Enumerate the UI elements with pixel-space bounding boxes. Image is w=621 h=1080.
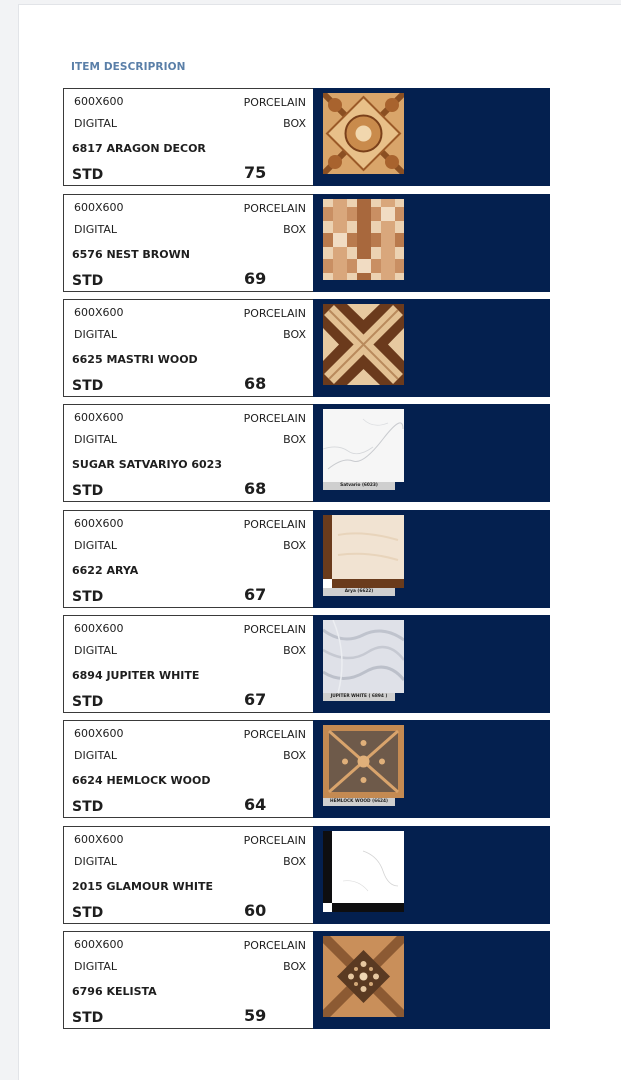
product-info bbox=[63, 931, 314, 1029]
product-grade: STD bbox=[72, 694, 104, 710]
tile-caption: Satvario (6023) bbox=[323, 482, 395, 490]
product-image-panel bbox=[313, 931, 550, 1029]
product-size: 600X600 bbox=[74, 201, 124, 214]
product-quantity: 68 bbox=[244, 479, 267, 498]
product-info bbox=[63, 299, 314, 397]
tile-caption: JUPITER WHITE ( 6894 ) bbox=[323, 693, 395, 701]
product-grade: STD bbox=[72, 589, 104, 605]
product-image-panel bbox=[313, 510, 550, 608]
product-info bbox=[63, 404, 314, 502]
product-card bbox=[63, 194, 550, 292]
product-finish: DIGITAL bbox=[74, 223, 118, 236]
product-quantity: 75 bbox=[244, 163, 267, 182]
product-size: 600X600 bbox=[74, 95, 124, 108]
tile-image-mastri-wood bbox=[323, 304, 404, 385]
product-info bbox=[63, 88, 314, 186]
product-image-panel bbox=[313, 299, 550, 397]
tile-image-arya bbox=[323, 515, 404, 588]
product-grade: STD bbox=[72, 167, 104, 183]
product-size: 600X600 bbox=[74, 517, 124, 530]
product-image-panel bbox=[313, 194, 550, 292]
product-material: PORCELAIN bbox=[243, 834, 306, 847]
product-size: 600X600 bbox=[74, 411, 124, 424]
product-finish: DIGITAL bbox=[74, 855, 118, 868]
product-name: 6624 HEMLOCK WOOD bbox=[72, 774, 211, 787]
product-finish: DIGITAL bbox=[74, 117, 118, 130]
tile-image-kelista bbox=[323, 936, 404, 1017]
product-quantity: 68 bbox=[244, 374, 267, 393]
product-grade: STD bbox=[72, 1010, 104, 1026]
product-card bbox=[63, 510, 550, 608]
product-card bbox=[63, 720, 550, 818]
product-name: 6625 MASTRI WOOD bbox=[72, 353, 198, 366]
product-material: PORCELAIN bbox=[243, 307, 306, 320]
product-material: PORCELAIN bbox=[243, 202, 306, 215]
product-material: PORCELAIN bbox=[243, 518, 306, 531]
product-card bbox=[63, 615, 550, 713]
tile-caption: HEMLOCK WOOD (6624) bbox=[323, 798, 395, 806]
product-finish: DIGITAL bbox=[74, 328, 118, 341]
product-size: 600X600 bbox=[74, 306, 124, 319]
product-quantity: 67 bbox=[244, 690, 267, 709]
product-material: PORCELAIN bbox=[243, 939, 306, 952]
product-info bbox=[63, 615, 314, 713]
product-pack: BOX bbox=[283, 223, 306, 236]
product-grade: STD bbox=[72, 378, 104, 394]
product-size: 600X600 bbox=[74, 727, 124, 740]
product-name: 6796 KELISTA bbox=[72, 985, 157, 998]
product-info bbox=[63, 826, 314, 924]
product-finish: DIGITAL bbox=[74, 960, 118, 973]
product-image-panel bbox=[313, 826, 550, 924]
tile-caption: Arya (6622) bbox=[323, 588, 395, 596]
product-name: 6576 NEST BROWN bbox=[72, 248, 190, 261]
product-material: PORCELAIN bbox=[243, 623, 306, 636]
product-image-panel bbox=[313, 720, 550, 818]
tile-image-hemlock-wood bbox=[323, 725, 404, 798]
product-pack: BOX bbox=[283, 539, 306, 552]
product-image-panel bbox=[313, 88, 550, 186]
product-quantity: 64 bbox=[244, 795, 267, 814]
product-grade: STD bbox=[72, 799, 104, 815]
product-pack: BOX bbox=[283, 960, 306, 973]
product-finish: DIGITAL bbox=[74, 749, 118, 762]
product-name: 6894 JUPITER WHITE bbox=[72, 669, 200, 682]
product-card bbox=[63, 931, 550, 1029]
product-card bbox=[63, 826, 550, 924]
tile-image-glamour-white bbox=[323, 831, 404, 912]
product-size: 600X600 bbox=[74, 622, 124, 635]
product-size: 600X600 bbox=[74, 833, 124, 846]
product-pack: BOX bbox=[283, 644, 306, 657]
product-size: 600X600 bbox=[74, 938, 124, 951]
tile-image-satvario bbox=[323, 409, 404, 482]
product-quantity: 67 bbox=[244, 585, 267, 604]
product-pack: BOX bbox=[283, 855, 306, 868]
product-quantity: 60 bbox=[244, 901, 267, 920]
tile-image-jupiter-white bbox=[323, 620, 404, 693]
product-pack: BOX bbox=[283, 749, 306, 762]
product-image-panel bbox=[313, 404, 550, 502]
product-pack: BOX bbox=[283, 328, 306, 341]
product-pack: BOX bbox=[283, 433, 306, 446]
document-page bbox=[18, 4, 621, 1080]
product-name: 6622 ARYA bbox=[72, 564, 139, 577]
product-card bbox=[63, 299, 550, 397]
product-name: SUGAR SATVARIYO 6023 bbox=[72, 458, 222, 471]
product-name: 2015 GLAMOUR WHITE bbox=[72, 880, 213, 893]
product-grade: STD bbox=[72, 483, 104, 499]
tile-image-aragon-decor bbox=[323, 93, 404, 174]
product-card bbox=[63, 88, 550, 186]
product-finish: DIGITAL bbox=[74, 644, 118, 657]
product-grade: STD bbox=[72, 905, 104, 921]
product-quantity: 59 bbox=[244, 1006, 267, 1025]
product-finish: DIGITAL bbox=[74, 539, 118, 552]
product-finish: DIGITAL bbox=[74, 433, 118, 446]
product-material: PORCELAIN bbox=[243, 412, 306, 425]
product-quantity: 69 bbox=[244, 269, 267, 288]
product-card bbox=[63, 404, 550, 502]
page-heading: ITEM DESCRIPRION bbox=[71, 61, 186, 73]
product-material: PORCELAIN bbox=[243, 96, 306, 109]
product-info bbox=[63, 194, 314, 292]
tile-image-nest-brown bbox=[323, 199, 404, 280]
product-info bbox=[63, 720, 314, 818]
product-grade: STD bbox=[72, 273, 104, 289]
product-image-panel bbox=[313, 615, 550, 713]
product-name: 6817 ARAGON DECOR bbox=[72, 142, 206, 155]
product-info bbox=[63, 510, 314, 608]
product-pack: BOX bbox=[283, 117, 306, 130]
product-material: PORCELAIN bbox=[243, 728, 306, 741]
